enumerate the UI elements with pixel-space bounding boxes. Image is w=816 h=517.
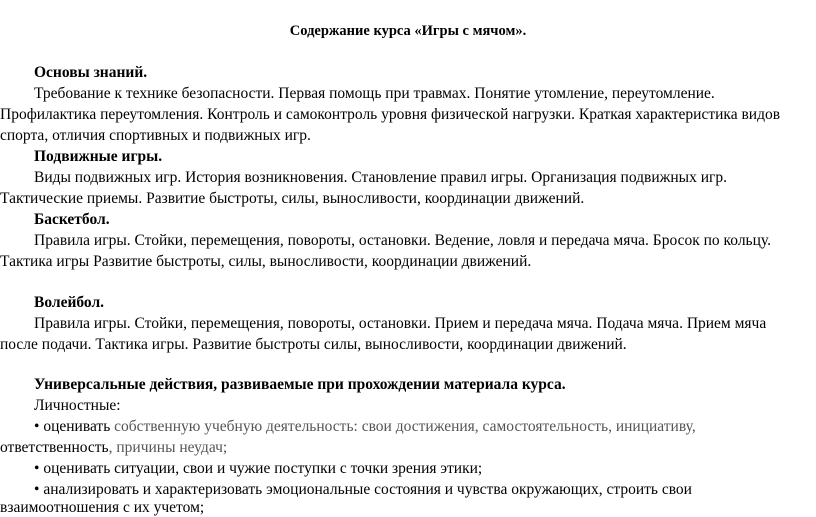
bullet-verb: ответственность (0, 439, 109, 456)
bullet-item (0, 417, 816, 436)
paragraph-line: Тактика игры Развитие быстроты, силы, выносливости, координации движений. (0, 253, 532, 270)
bullet-verb: оценивать (43, 418, 111, 435)
section-heading-universal-actions: Универсальные действия, развиваемые при прохождении материала курса. (34, 376, 566, 393)
section-heading-basics: Основы знаний. (34, 64, 148, 81)
bullet-item (0, 459, 816, 478)
paragraph-line: после подачи. Тактика игры. Развитие быстроты силы, выносливости, координации движений. (0, 336, 627, 353)
section-heading-basketball: Баскетбол. (34, 211, 110, 228)
page-title: Содержание курса «Игры с мячом». (289, 23, 527, 39)
paragraph-line: спорта, отличия спортивных и подвижных игр. (0, 127, 311, 144)
bullet-icon: • (34, 481, 40, 498)
paragraph-line: Правила игры. Стойки, перемещения, повороты, остановки. Ведение, ловля и передача мяча. Бросок по кольцу. (34, 232, 771, 249)
paragraph-line: Профилактика переутомления. Контроль и самоконтроль уровня физической нагрузки. Краткая характеристика видов (0, 106, 781, 123)
bullet-text: , причины неудач; (108, 439, 228, 456)
section-heading-volleyball: Волейбол. (34, 294, 105, 311)
section-heading-outdoor-games: Подвижные игры. (34, 148, 163, 165)
paragraph-line: Тактические приемы. Развитие быстроты, силы, выносливости, координации движений. (0, 190, 585, 207)
paragraph-line: Правила игры. Стойки, перемещения, повороты, остановки. Прием и передача мяча. Подача мяча. Прием мяча (34, 315, 767, 332)
bullet-item (0, 480, 816, 499)
bullet-icon: • (34, 418, 40, 435)
bullet-text: анализировать и характеризовать эмоциональные состояния и чувства окружающих, строить свои (43, 481, 692, 498)
bullet-item-continuation: взаимоотношения с их учетом; (0, 499, 205, 516)
bullet-text: оценивать ситуации, свои и чужие поступки с точки зрения этики; (43, 460, 483, 477)
bullet-text: собственную учебную деятельность: свои достижения, самостоятельность, инициативу, (110, 418, 696, 435)
bullet-item-continuation (0, 438, 816, 457)
bullet-icon: • (34, 460, 40, 477)
subheading-personal: Личностные: (34, 397, 121, 414)
paragraph-line: Требование к технике безопасности. Первая помощь при травмах. Понятие утомление, переутомление. (34, 85, 715, 102)
paragraph-line: Виды подвижных игр. История возникновения. Становление правил игры. Организация подвижных игр. (34, 169, 727, 186)
